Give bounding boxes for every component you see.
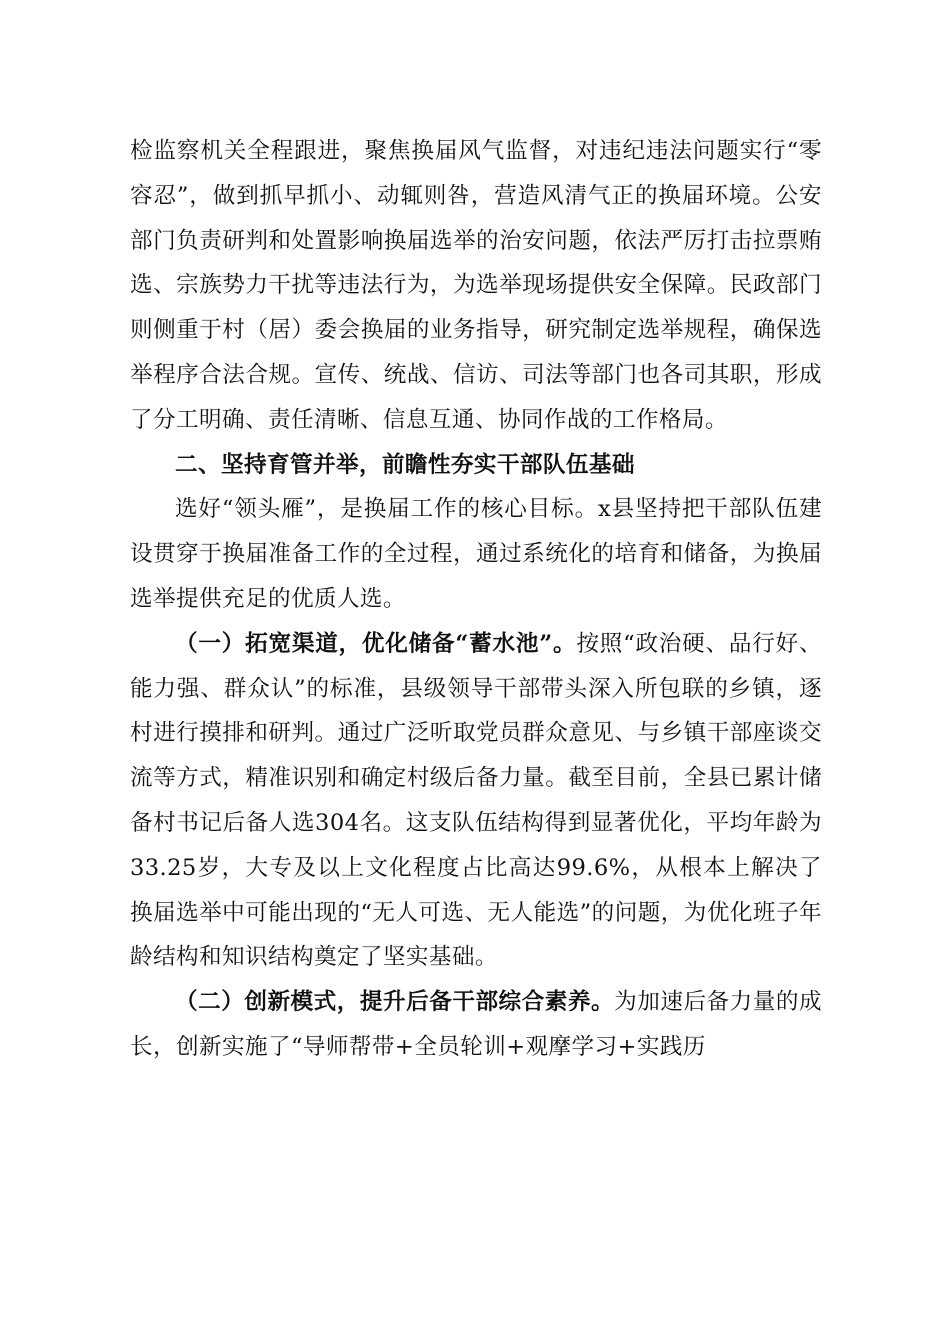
paragraph-intro: 选好“领头雁”，是换届工作的核心目标。x县坚持把干部队伍建设贯穿于换届准备工作的全过程，通过系统化的培育和储备，为换届选举提供充足的优质人选。 — [130, 496, 822, 612]
paragraph-reserve-pool-body: 按照“政治硬、品行好、能力强、群众认”的标准，县级领导干部带头深入所包联的乡镇，逐村进行摸排和研判。通过广泛听取党员群众意见、与乡镇干部座谈交流等方式，精准识别和确定村级后备力量。截至目前，全县已累计储备村书记后备人选304名。这支队伍结构得到显著优化，平均年龄为33.25岁，大专及以上文化程度占比高达99.6%，从根本上解决了换届选举中可能出现的“无人可选、无人能选”的问题，为优化班子年龄结构和知识结构奠定了坚实基础。 — [130, 630, 822, 971]
section-heading-2: 二、坚持育管并举，前瞻性夯实干部队伍基础 — [175, 451, 635, 478]
paragraph-supervision: 检监察机关全程跟进，聚焦换届风气监督，对违纪违法问题实行“零容忍”，做到抓早抓小、动辄则咎，营造风清气正的换届环境。公安部门负责研判和处置影响换届选举的治安问题，依法严厉打击拉票贿选、宗族势力干扰等违法行为，为选举现场提供安全保障。民政部门则侧重于村（居）委会换届的业务指导，研究制定选举规程，确保选举程序合法合规。宣传、统战、信访、司法等部门也各司其职，形成了分工明确、责任清晰、信息互通、协同作战的工作格局。 — [130, 138, 822, 433]
document-body — [130, 129, 822, 1070]
paragraph-reserve-pool — [130, 622, 822, 980]
subheading-1: （一）拓宽渠道，优化储备“蓄水池”。 — [175, 630, 577, 657]
paragraph-training-model-body: 为加速后备力量的成长，创新实施了“导师帮带+全员轮训+观摩学习+实践历 — [130, 989, 822, 1060]
subheading-2: （二）创新模式，提升后备干部综合素养。 — [175, 989, 615, 1016]
paragraph-training-model — [130, 980, 822, 1070]
